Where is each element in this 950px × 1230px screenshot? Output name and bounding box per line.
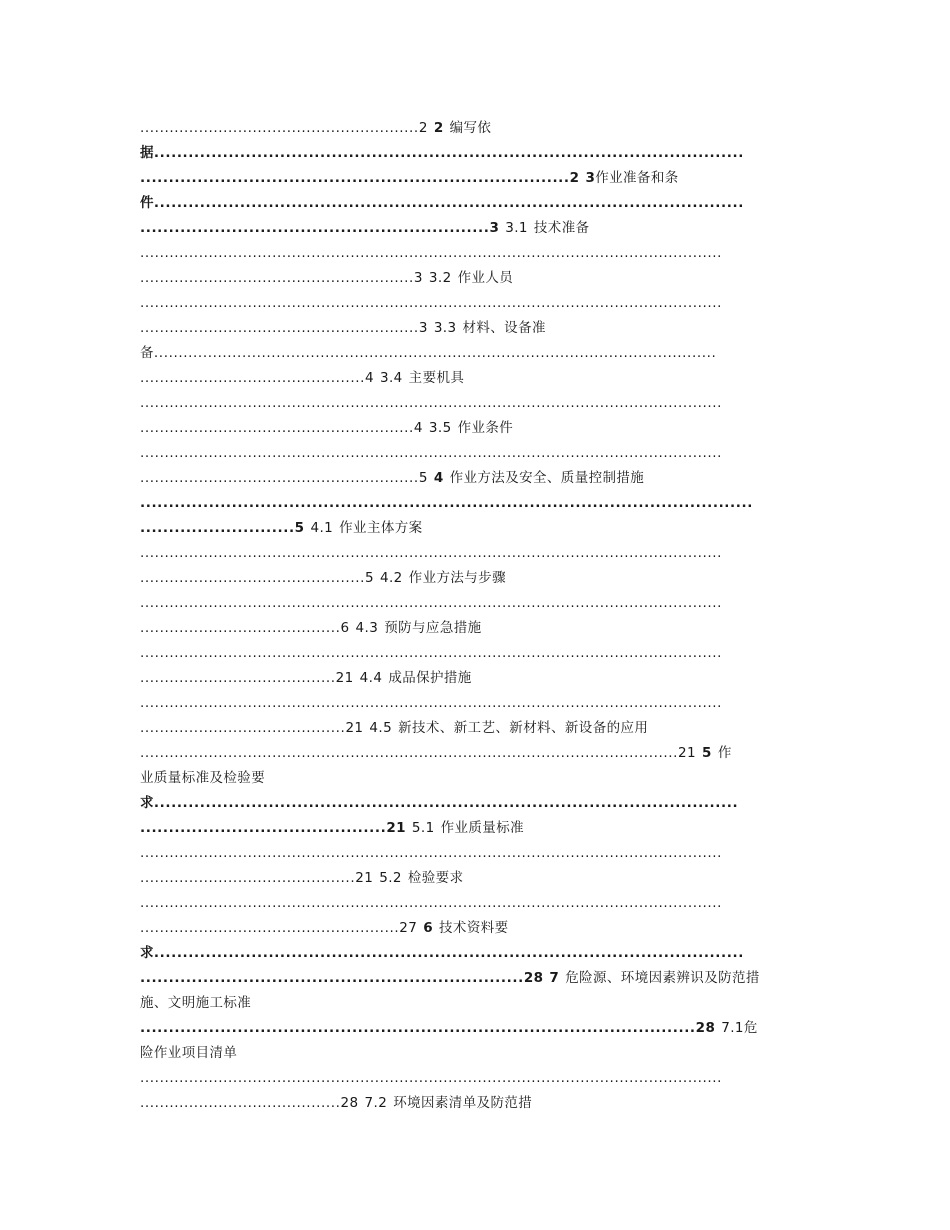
leader-dots: ...................................................................	[140, 970, 524, 986]
toc-entry-page: 6	[340, 620, 350, 636]
toc-line	[140, 618, 810, 638]
toc-entry-number: 5	[702, 745, 712, 761]
toc-entry-title: 作业质量标准	[440, 820, 524, 836]
toc-line	[140, 743, 810, 763]
leader-dots: ..............................................	[140, 370, 365, 386]
leader-dots: .......................................................................................................................	[140, 445, 723, 461]
leader-dots: .........................................	[140, 1095, 341, 1111]
toc-line	[140, 668, 810, 688]
toc-entry-title: 作业人员	[457, 270, 514, 286]
toc-entry-number: 5.1	[411, 820, 435, 836]
toc-entry-number: 3.2	[428, 270, 452, 286]
toc-line	[140, 468, 810, 488]
toc-line	[140, 968, 810, 988]
toc-entry-title: 环境因素清单及防范措	[393, 1095, 533, 1111]
toc-entry-number: 4	[433, 470, 444, 486]
toc-entry-number: 4.3	[355, 620, 379, 636]
toc-entry-page: 28	[340, 1095, 359, 1111]
toc-entry-title: 作业方法与步骤	[408, 570, 506, 586]
leader-dots: .......................................................................................................	[153, 145, 744, 161]
toc-entry-page: 4	[413, 420, 423, 436]
leader-dots: ...........................................................................................................	[140, 495, 753, 511]
leader-dots: ...................................................................................................................	[153, 345, 717, 361]
toc-entry-page: 21	[345, 720, 364, 736]
leader-dots: .......................................................................................................................	[140, 895, 723, 911]
toc-entry-title: 险作业项目清单	[140, 1045, 238, 1061]
toc-line	[140, 768, 810, 788]
toc-line	[140, 893, 810, 913]
leader-dots: .....................................................	[140, 920, 400, 936]
leader-dots: ......................................................................................................	[153, 795, 739, 811]
toc-line	[140, 843, 810, 863]
toc-entry-number: 7	[549, 970, 560, 986]
toc-entry-title: 作业条件	[457, 420, 514, 436]
toc-line	[140, 1068, 810, 1088]
toc-line	[140, 543, 810, 563]
toc-line	[140, 443, 810, 463]
toc-entry-number: 3.3	[433, 320, 457, 336]
toc-line	[140, 1018, 810, 1038]
toc-entry-title: 施、文明施工标准	[140, 995, 252, 1011]
toc-line	[140, 168, 810, 188]
toc-line: 求......................................................................................................	[140, 795, 739, 811]
toc-entry-number: 7.1	[721, 1020, 744, 1036]
toc-entry-number: 4.2	[380, 570, 403, 586]
leader-dots: .........................................................	[140, 120, 419, 136]
leader-dots: .............................................................	[140, 220, 490, 236]
leader-dots: .......................................................................................................................	[140, 695, 723, 711]
toc-line: 备...................................................................................................................	[140, 345, 717, 361]
toc-line	[140, 593, 810, 613]
leader-dots: ...........................................................................	[140, 170, 570, 186]
toc-entry-title: 成品保护措施	[388, 670, 472, 686]
toc-entry-title: 技术资料要	[439, 920, 509, 936]
leader-dots: ..............................................................................................................	[140, 745, 679, 761]
toc-entry-page: 3	[489, 220, 500, 236]
toc-entry-page: 28	[695, 1020, 716, 1036]
toc-entry-page: 5	[365, 570, 374, 586]
leader-dots: .......................................................................................................................	[140, 1070, 723, 1086]
leader-dots: .......................................................................................................................	[140, 845, 723, 861]
toc-entry-number: 3.5	[428, 420, 452, 436]
toc-line	[140, 993, 810, 1013]
leader-dots: ..........................................	[140, 720, 346, 736]
toc-entry-number: 2	[433, 120, 444, 136]
leader-dots: ........................................................	[140, 420, 414, 436]
toc-entry-number: 3.1	[505, 220, 528, 236]
toc-line: 据.......................................................................................................	[140, 145, 744, 161]
leader-dots: .........................................................	[140, 320, 419, 336]
leader-dots: ..............................................	[140, 570, 365, 586]
toc-entry-page: 21	[678, 745, 697, 761]
toc-entry-number: 7.2	[364, 1095, 388, 1111]
toc-line	[140, 693, 810, 713]
toc-entry-number: 3.4	[380, 370, 403, 386]
toc-entry-page: 3	[413, 270, 423, 286]
toc-line	[140, 368, 810, 388]
toc-entry-title: 作业方法及安全、质量控制措施	[449, 470, 645, 486]
toc-entry-page: 5	[294, 520, 305, 536]
toc-line	[140, 868, 810, 888]
toc-entry-page: 4	[365, 370, 374, 386]
toc-entry-title: 检验要求	[407, 870, 464, 886]
leader-dots: .........................................................	[140, 470, 419, 486]
toc-entry-page: 28	[523, 970, 544, 986]
leader-dots: .......................................................................................................................	[140, 245, 723, 261]
toc-line: 件.......................................................................................................	[140, 195, 744, 211]
toc-entry-title: 编写依	[449, 120, 492, 136]
toc-entry-number: 4.5	[369, 720, 393, 736]
leader-dots: .......................................................................................................................	[140, 595, 723, 611]
leader-dots: .......................................................................................................................	[140, 545, 723, 561]
toc-line	[140, 493, 810, 513]
leader-dots: .........................................	[140, 620, 341, 636]
toc-line: .........................................................2 2 编写依	[140, 120, 492, 136]
toc-entry-page: 3	[418, 320, 428, 336]
leader-dots: .......................................................................................................................	[140, 395, 723, 411]
toc-entry-title: 主要机具	[408, 370, 465, 386]
toc-entry-title: 材料、设备准	[462, 320, 546, 336]
toc-entry-number: 4.1	[310, 520, 334, 536]
toc-line	[140, 418, 810, 438]
toc-entry-title: 作业主体方案	[339, 520, 423, 536]
toc-entry-title: 预防与应急措施	[384, 620, 482, 636]
toc-entry-page: 21	[386, 820, 406, 836]
toc-entry-title: 技术准备	[533, 220, 590, 236]
toc-entry-page: 21	[335, 670, 354, 686]
toc-line	[140, 568, 810, 588]
toc-line	[140, 268, 810, 288]
toc-line	[140, 1043, 810, 1063]
toc-entry-number: 5.2	[379, 870, 402, 886]
toc-entry-number: 3	[585, 170, 596, 186]
toc-line	[140, 243, 810, 263]
toc-entry-page: 21	[355, 870, 374, 886]
leader-dots: ........................................	[140, 670, 336, 686]
toc-line	[140, 518, 810, 538]
leader-dots: .......................................................................................................................	[140, 645, 723, 661]
toc-line	[140, 393, 810, 413]
leader-dots: .......................................................................................................	[153, 195, 744, 211]
leader-dots: ...........................	[140, 520, 295, 536]
toc-line	[140, 318, 810, 338]
leader-dots: .......................................................................................................	[153, 945, 744, 961]
toc-line	[140, 1093, 810, 1113]
toc-line	[140, 293, 810, 313]
leader-dots: .................................................................................................	[140, 1020, 696, 1036]
leader-dots: ........................................................	[140, 270, 414, 286]
leader-dots: .......................................................................................................................	[140, 295, 723, 311]
toc-entry-title: 业质量标准及检验要	[140, 770, 266, 786]
toc-entry-title: 作业准备和条	[595, 170, 679, 186]
toc-entry-number: 4.4	[359, 670, 383, 686]
toc-line	[140, 218, 810, 238]
toc-line	[140, 818, 810, 838]
toc-line	[140, 718, 810, 738]
toc-line	[140, 643, 810, 663]
leader-dots: ............................................	[140, 870, 356, 886]
toc-line: 求.......................................................................................................	[140, 945, 744, 961]
toc-entry-title: 新技术、新工艺、新材料、新设备的应用	[398, 720, 649, 736]
toc-entry-page: 5	[418, 470, 428, 486]
toc-entry-page: 27	[399, 920, 418, 936]
toc-entry-title: 危险源、环境因素辨识及防范措	[565, 970, 760, 986]
leader-dots: ...........................................	[140, 820, 387, 836]
toc-entry-page: 2	[569, 170, 580, 186]
toc-entry-number: 6	[423, 920, 434, 936]
toc-entry-title: 作	[717, 745, 732, 761]
toc-line	[140, 918, 810, 938]
toc-entry-title: 危	[743, 1020, 758, 1036]
